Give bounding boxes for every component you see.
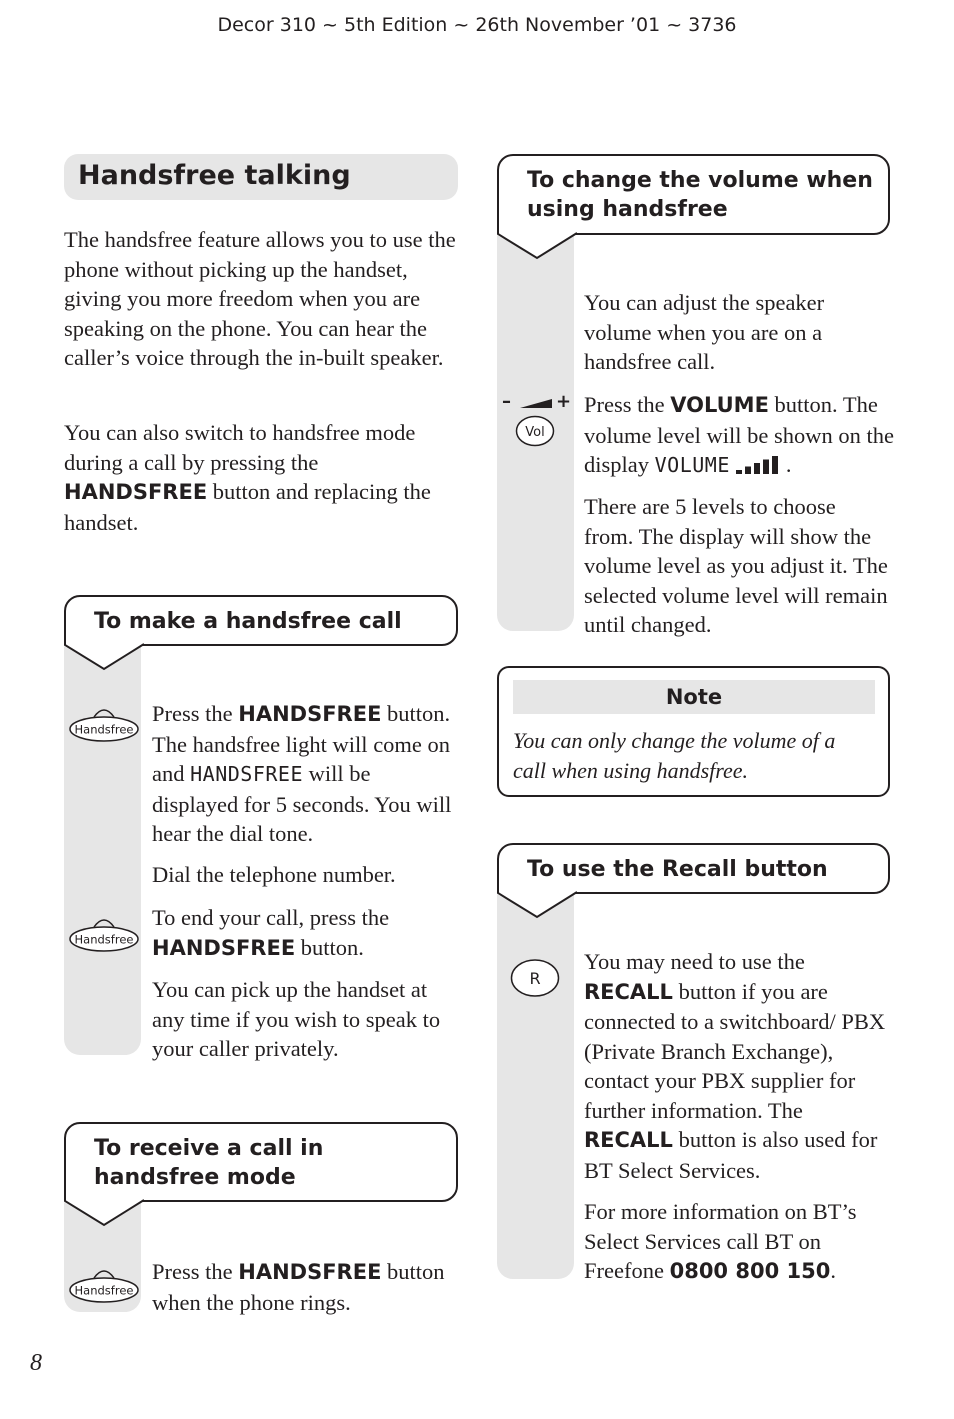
handsfree-button-icon	[68, 1266, 140, 1306]
volume-bar	[745, 467, 751, 475]
page-number: 8	[30, 1350, 42, 1376]
note-text: You can only change the volume of a call when using handsfree.	[513, 728, 836, 783]
handsfree-keyword: HANDSFREE	[64, 480, 208, 504]
plus-icon: +	[556, 391, 572, 412]
display-handsfree-text: HANDSFREE	[190, 762, 303, 786]
recall-paragraph-1: You may need to use the RECALL button if you are connected to a switchboard/ PBX (Private Branch Exchange), contact your PBX supplier for further information. The RECALL button is also used for BT Select Services.	[584, 949, 886, 1183]
recall-callout-tail	[497, 891, 579, 921]
make-call-step-1: Press the HANDSFREE button. The handsfree light will come on and HANDSFREE will be displayed for 5 seconds. You will hear the dial tone.	[152, 701, 452, 846]
volume-bar	[772, 456, 778, 474]
volume-bar	[763, 460, 769, 475]
recall-callout	[497, 843, 890, 894]
receive-call-callout-tail	[64, 1199, 146, 1229]
handsfree-icon-label: Handsfree	[74, 1283, 134, 1298]
make-call-callout-tail	[64, 643, 146, 673]
make-call-step-2: Dial the telephone number.	[152, 862, 396, 887]
receive-call-callout	[64, 1122, 458, 1202]
volume-bar	[754, 463, 760, 474]
volume-ramp-icon	[520, 399, 554, 409]
make-call-heading: To make a handsfree call	[94, 609, 402, 634]
intro-paragraph-2: You can also switch to handsfree mode during a call by pressing the HANDSFREE button and replacing the handset.	[64, 420, 431, 535]
volume-callout-tail	[497, 232, 579, 262]
recall-heading: To use the Recall button	[527, 857, 828, 882]
volume-button-icon	[502, 393, 574, 451]
freefone-number: 0800 800 150	[669, 1259, 831, 1283]
handsfree-button-icon	[68, 915, 140, 955]
handsfree-button-icon	[68, 705, 140, 745]
recall-paragraph-2: For more information on BT’s Select Services call BT on Freefone 0800 800 150.	[584, 1199, 857, 1283]
make-call-step-3: To end your call, press the HANDSFREE button.	[152, 905, 390, 960]
receive-call-step-1: Press the HANDSFREE button when the phone rings.	[152, 1259, 445, 1315]
display-volume-text: VOLUME	[654, 453, 730, 477]
running-head: Decor 310 ~ 5th Edition ~ 26th November ’01 ~ 3736	[217, 14, 737, 36]
make-call-step-4: You can pick up the handset at any time if you wish to speak to your caller privately.	[152, 977, 441, 1061]
section-title-bar	[64, 154, 458, 200]
vol-icon-label: Vol	[525, 425, 545, 440]
vol-button-circle	[515, 415, 555, 447]
note-box	[497, 666, 890, 797]
volume-level-bars-icon	[736, 454, 786, 474]
make-call-strip	[64, 640, 141, 1055]
recall-button-icon	[510, 958, 560, 998]
minus-icon: –	[502, 391, 511, 412]
volume-paragraph-1: You can adjust the speaker volume when you are on a handsfree call.	[584, 290, 825, 374]
handsfree-icon-label: Handsfree	[74, 932, 134, 947]
volume-paragraph-3: There are 5 levels to choose from. The display will show the volume level as you adjust it. The selected volume level will remain until changed.	[584, 494, 888, 637]
recall-icon-label: R	[529, 969, 541, 988]
volume-callout	[497, 154, 890, 235]
intro-paragraph-1: The handsfree feature allows you to use the phone without picking up the handset, giving you more freedom when you are speaking on the phone. You can hear the caller’s voice through the in-built speaker.	[64, 227, 456, 370]
receive-call-heading: To receive a call in handsfree mode	[94, 1136, 324, 1190]
handsfree-icon-label: Handsfree	[74, 722, 134, 737]
recall-strip	[497, 888, 574, 1279]
volume-bar	[736, 470, 742, 474]
make-call-callout	[64, 595, 458, 646]
note-heading: Note	[513, 680, 875, 714]
volume-paragraph-2: Press the VOLUME button. The volume level will be shown on the display VOLUME .	[584, 392, 894, 477]
volume-heading: To change the volume when using handsfree	[527, 168, 873, 222]
section-title: Handsfree talking	[78, 160, 351, 191]
